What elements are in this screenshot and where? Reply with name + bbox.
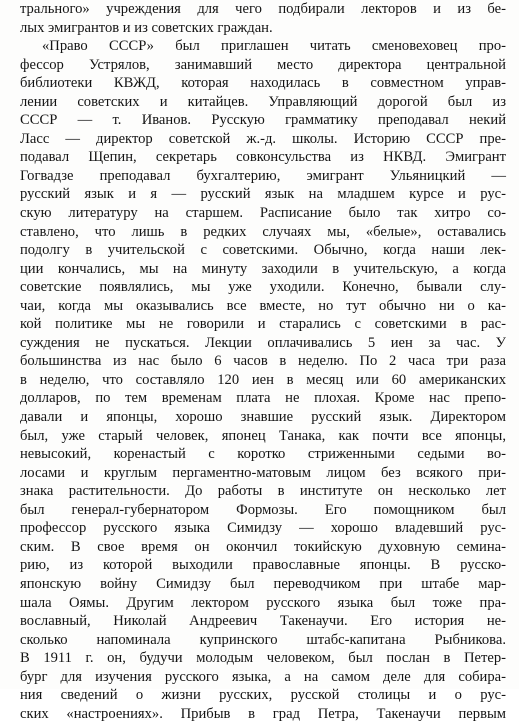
text-line: ским. В свое время он окончил токийскую духовную семина- [20,538,506,555]
text-line: долларов, по тем временам плата не плохая. Кроме нас препо- [20,390,506,407]
text-line: рию, из которой выходили православные японцы. В русско- [20,557,506,574]
text-line: шала Оямы. Другим лектором русского языка был тоже пра- [20,594,506,611]
text-line: советские появлялись, мы уже уходили. Конечно, бывали слу- [20,279,506,296]
text-line: чаи, когда мы оказывались все вместе, но тут обычно ни о ка- [20,297,506,314]
text-line: подавал Щепин, секретарь совконсульства из НКВД. Эмигрант [20,149,506,166]
text-line: ния сведений о жизни русских, русской столицы и о рус- [20,687,506,704]
text-line: ских «настроениях». Прибыв в град Петра, Такенаучи первым [20,705,506,722]
text-line: ставлено, что лишь в редких случаях мы, «белые», оставались [20,223,506,240]
text-line: в неделю, что составляло 120 иен в месяц или 60 американских [20,371,506,388]
text-line: бург для изучения русского языка, а на самом деле для собира- [20,668,506,685]
text-line: библиотеки КВЖД, которая находилась в совместном управ- [20,75,506,92]
text-line: большинства из нас было 6 часов в неделю. По 2 часа три раза [20,353,506,370]
text-line: СССР — т. Иванов. Русскую грамматику преподавал некий [20,112,506,129]
text-line: лении советских и китайцев. Управляющий дорогой был из [20,93,506,110]
text-line: сколько напоминала купринского штабс-капитана Рыбникова. [20,631,506,648]
text-line: ции кончались, мы на минуту заходили в учительскую, а когда [20,260,506,277]
text-line: был, уже старый человек, японец Танака, как почти все японцы, [20,427,506,444]
text-line: давали и японцы, хорошо знавшие русский язык. Директором [20,409,506,426]
text-line: «Право СССР» был приглашен читать сменовеховец про- [42,38,506,55]
text-line: Ласс — директор советской ж.-д. школы. Историю СССР пре- [20,130,506,147]
text-line: суждения не пускаться. Лекции оплачивались 5 иен за час. У [20,334,506,351]
text-line: В 1911 г. он, будучи молодым человеком, был послан в Петер- [20,650,506,667]
text-line: лых эмигрантов и из советских граждан. [20,19,273,36]
text-line: профессор русского языка Симидзу — хорошо владевший рус- [20,520,506,537]
text-line: знака растительности. До работы в институте он несколько лет [20,483,506,500]
text-line: подолгу в учительской с советскими. Обычно, когда наши лек- [20,242,506,259]
text-line: трального» учреждения для чего подбирали лекторов и из бе- [20,1,506,17]
text-line: японскую войну Симидзу был переводчиком при штабе мар- [20,575,506,592]
text-line: кой политике мы не говорили и старались с советскими в рас- [20,316,506,333]
text-line: вославный, Николай Андреевич Такенаучи. Его история не- [20,613,506,630]
text-line: лосами и круглым пергаментно-матовым лицом без всякого при- [20,464,506,481]
text-line: фессор Устрялов, занимавший место директора центральной [20,56,506,73]
text-line: скую литературу на старшем. Расписание было так хитро со- [20,205,506,222]
text-line: Гогвадзе преподавал бухгалтерию, эмигрант Ульяницкий — [20,167,506,184]
text-line: русский язык и я — русский язык на младшем курсе и рус- [20,186,506,203]
body-text [20,0,506,723]
text-line: был генерал-губернатором Формозы. Его помощником был [20,501,506,518]
text-line: невысокий, коренастый с коротко стриженными седыми во- [20,446,506,463]
